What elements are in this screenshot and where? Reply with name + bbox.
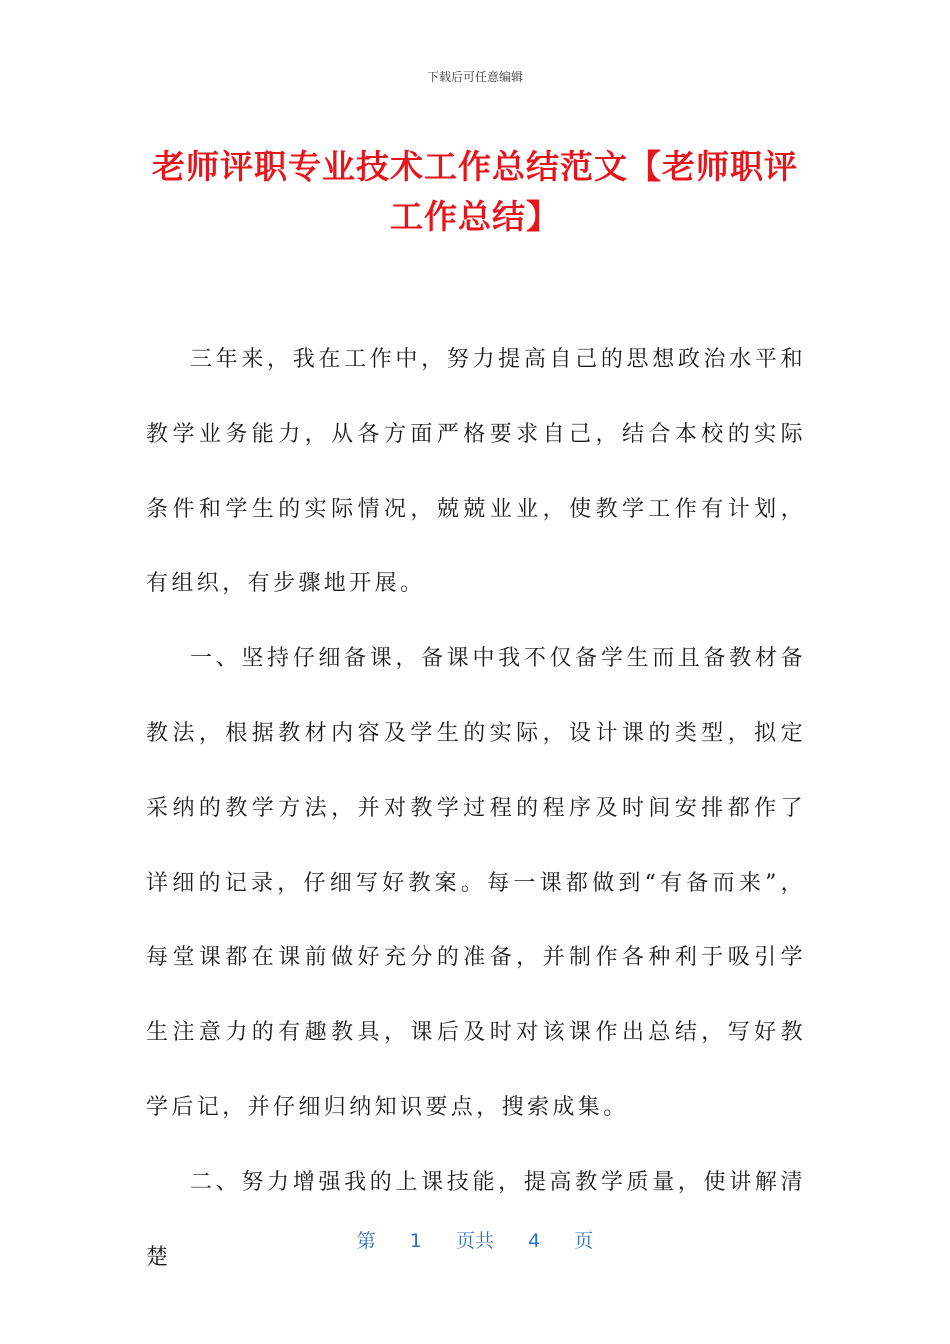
document-body <box>146 323 806 1295</box>
footer-suffix: 页 <box>574 1230 594 1252</box>
footer-middle: 页共 <box>455 1230 494 1252</box>
paragraph-one: 一、坚持仔细备课，备课中我不仅备学生而且备教材备教法，根据教材内容及学生的实际，设计课的类型，拟定采纳的教学方法，并对教学过程的程序及时间安排都作了详细的记录，仔细写好教案。每一课都做到“有备而来”，每堂课都在课前做好充分的准备，并制作各种利于吸引学生注意力的有趣教具，课后及时对该课作出总结，写好教学后记，并仔细归纳知识要点，搜索成集。 <box>146 646 806 1120</box>
paragraph-two: 二、努力增强我的上课技能，提高教学质量，使讲解清楚 <box>146 1169 806 1270</box>
page-footer <box>0 1226 950 1253</box>
footer-current-page: 1 <box>409 1230 422 1252</box>
header-note: 下载后可任意编辑 <box>426 70 523 84</box>
paragraph-intro: 三年来，我在工作中，努力提高自己的思想政治水平和教学业务能力，从各方面严格要求自己，结合本校的实际条件和学生的实际情况，兢兢业业，使教学工作有计划，有组织，有步骤地开展。 <box>146 347 806 597</box>
document-title: 老师评职专业技术工作总结范文【老师职评工作总结】 <box>152 147 798 236</box>
footer-prefix: 第 <box>356 1230 376 1252</box>
footer-total-pages: 4 <box>528 1230 541 1252</box>
